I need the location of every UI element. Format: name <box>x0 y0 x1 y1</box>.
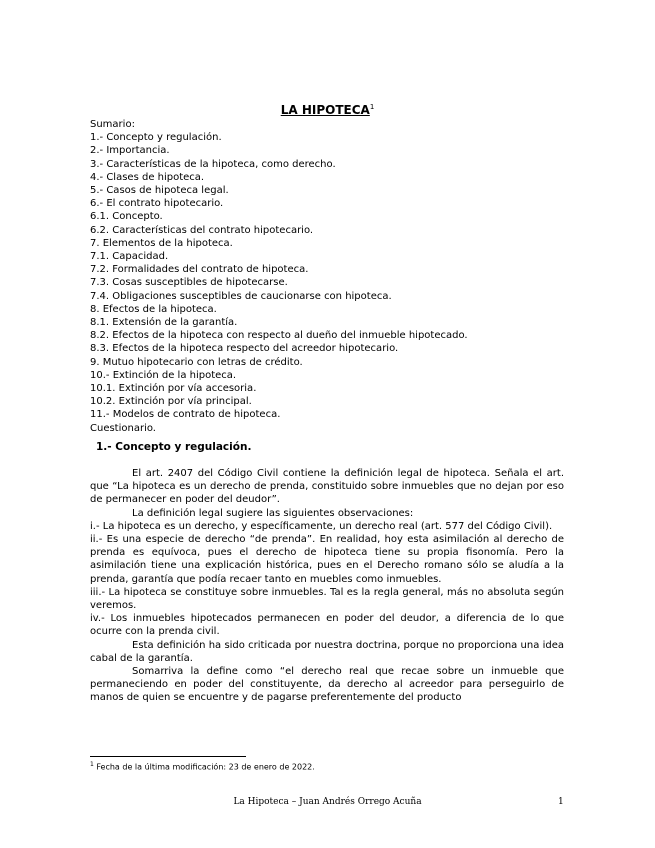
summary-item: 9. Mutuo hipotecario con letras de crédito. <box>90 356 303 368</box>
section-heading: 1.- Concepto y regulación. <box>96 441 252 453</box>
paragraph: El art. 2407 del Código Civil contiene la definición legal de hipoteca. Señala el art. que “La hipoteca es un derecho de prenda, constituido sobre inmuebles que no dejan por eso de permanecer en poder del deudor”. <box>90 468 564 506</box>
summary-item: 6.- El contrato hipotecario. <box>90 198 224 210</box>
footnote-text: Fecha de la última modificación: 23 de enero de 2022. <box>96 762 315 772</box>
summary-item: 10.2. Extinción por vía principal. <box>90 396 252 408</box>
summary-item: 4.- Clases de hipoteca. <box>90 171 205 183</box>
paragraph: iii.- La hipoteca se constituye sobre inmuebles. Tal es la regla general, más no absoluta según veremos. <box>90 586 564 612</box>
summary <box>90 118 570 435</box>
paragraph: La definición legal sugiere las siguientes observaciones: <box>132 507 414 519</box>
title-footnote-marker[interactable]: 1 <box>369 103 375 111</box>
summary-item: 6.2. Características del contrato hipotecario. <box>90 224 314 236</box>
summary-item: 7.2. Formalidades del contrato de hipoteca. <box>90 264 309 276</box>
summary-item: 8. Efectos de la hipoteca. <box>90 303 217 315</box>
paragraph: ii.- Es una especie de derecho “de prenda”. En realidad, hoy esta asimilación al derecho de prenda es equívoca, pues el derecho de hipoteca tiene su propia fisonomía. Pero la asimilación tiene una explicación histórica, pues en el Derecho romano sólo se aludía a la prenda, garantía que podía recaer tanto en muebles como inmuebles. <box>90 534 564 585</box>
footnote-separator <box>90 756 246 757</box>
footnote-marker: 1 <box>90 761 94 768</box>
footnote <box>90 761 315 772</box>
summary-item: 7. Elementos de la hipoteca. <box>90 237 233 249</box>
body-text <box>90 467 564 705</box>
summary-item: 10.1. Extinción por vía accesoria. <box>90 383 257 395</box>
page-number: 1 <box>558 797 564 807</box>
page-footer: La Hipoteca – Juan Andrés Orrego Acuña <box>233 797 422 807</box>
document-title <box>0 103 655 117</box>
summary-item: 8.2. Efectos de la hipoteca con respecto al dueño del inmueble hipotecado. <box>90 330 468 342</box>
summary-item: 8.1. Extensión de la garantía. <box>90 317 238 329</box>
summary-item: 1.- Concepto y regulación. <box>90 132 222 144</box>
summary-item: 7.1. Capacidad. <box>90 251 169 263</box>
summary-item: 7.4. Obligaciones susceptibles de caucionarse con hipoteca. <box>90 290 392 302</box>
summary-item: 3.- Características de la hipoteca, como derecho. <box>90 158 336 170</box>
summary-item: 7.3. Cosas susceptibles de hipotecarse. <box>90 277 288 289</box>
paragraph: Esta definición ha sido criticada por nuestra doctrina, porque no proporciona una idea cabal de la garantía. <box>90 639 564 664</box>
title-text: LA HIPOTECA <box>280 103 370 117</box>
summary-heading: Sumario: <box>90 119 135 130</box>
paragraph: Somarriva la define como “el derecho real que recae sobre un inmueble que permaneciendo en poder del constituyente, da derecho al acreedor para perseguirlo de manos de quien se encuentre y de pagarse preferentemente del producto <box>90 666 564 704</box>
paragraph: iv.- Los inmuebles hipotecados permanecen en poder del deudor, a diferencia de lo que ocurre con la prenda civil. <box>90 613 564 638</box>
summary-item: 8.3. Efectos de la hipoteca respecto del acreedor hipotecario. <box>90 343 399 355</box>
summary-item: Cuestionario. <box>90 422 156 434</box>
summary-item: 6.1. Concepto. <box>90 211 163 223</box>
summary-item: 2.- Importancia. <box>90 145 170 157</box>
summary-item: 11.- Modelos de contrato de hipoteca. <box>90 409 281 421</box>
summary-item: 5.- Casos de hipoteca legal. <box>90 185 229 197</box>
summary-item: 10.- Extinción de la hipoteca. <box>90 369 237 381</box>
paragraph: i.- La hipoteca es un derecho, y específicamente, un derecho real (art. 577 del Código Civil). <box>90 520 553 532</box>
